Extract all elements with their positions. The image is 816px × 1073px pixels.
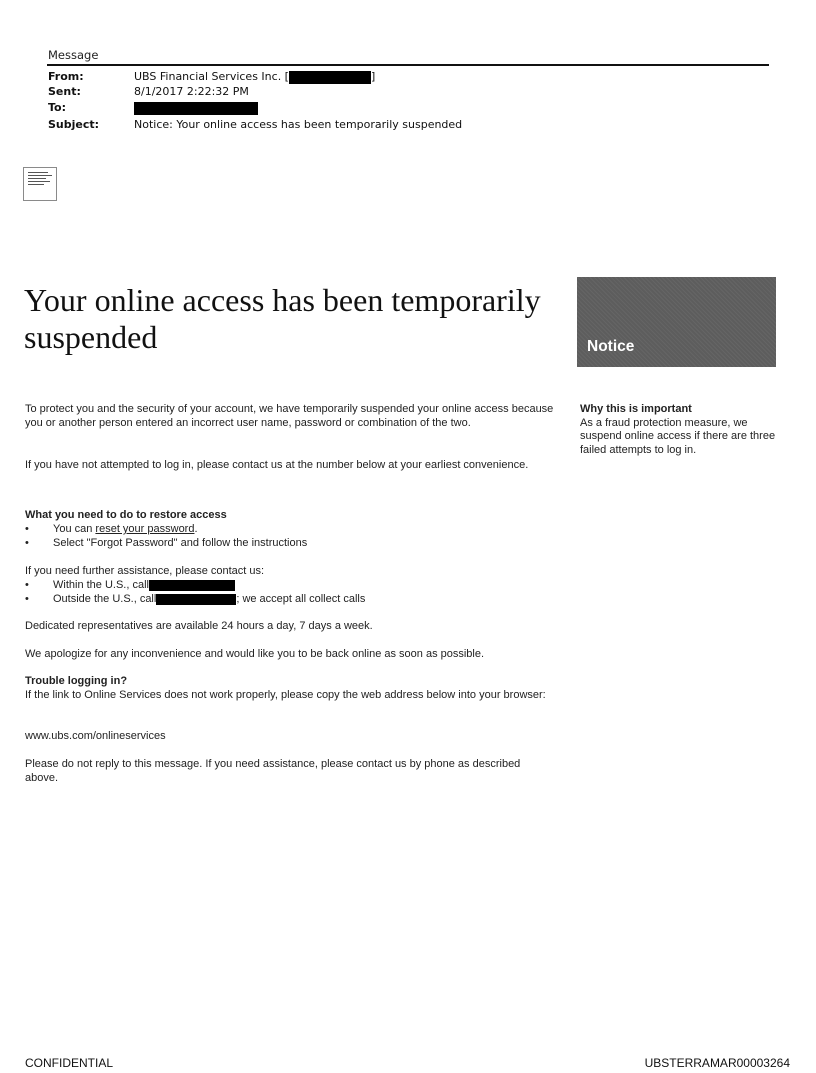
sidebar-title: Why this is important	[580, 403, 692, 415]
paragraph-noreply: Please do not reply to this message. If you need assistance, please contact us by phone as described above.	[25, 758, 521, 784]
list-item: • Outside the U.S., call ; we accept all collect calls	[25, 593, 366, 605]
paragraph-contact: If you have not attempted to log in, please contact us at the number below at your earliest convenience.	[25, 459, 529, 471]
footer-confidential: CONFIDENTIAL	[25, 1056, 114, 1070]
trouble-heading: Trouble logging in?	[25, 675, 128, 687]
restore-list	[25, 523, 545, 551]
sidebar-note	[580, 403, 780, 457]
restore-heading: What you need to do to restore access	[25, 509, 227, 521]
subject-label: Subject:	[48, 118, 100, 131]
to-label: To:	[48, 101, 66, 114]
message-label: Message	[48, 48, 99, 62]
assist-intro: If you need further assistance, please contact us:	[25, 565, 265, 577]
online-services-url[interactable]: www.ubs.com/onlineservices	[25, 730, 166, 742]
header-divider	[47, 64, 769, 66]
paragraph-apology: We apologize for any inconvenience and would like you to be back online as soon as possible.	[25, 648, 485, 660]
redaction-block	[134, 102, 258, 115]
redaction-block	[149, 580, 235, 591]
to-value	[134, 100, 258, 115]
from-label: From:	[48, 70, 84, 83]
page-title: Your online access has been temporarily suspended	[24, 282, 541, 355]
notice-label: Notice	[587, 338, 635, 355]
subject-value: Notice: Your online access has been temporarily suspended	[134, 118, 463, 131]
paragraph-representatives: Dedicated representatives are available 24 hours a day, 7 days a week.	[25, 620, 373, 632]
sent-value: 8/1/2017 2:22:32 PM	[134, 85, 249, 98]
trouble-text: If the link to Online Services does not work properly, please copy the web address below into your browser:	[25, 689, 546, 701]
sidebar-text: As a fraud protection measure, we suspend online access if there are three failed attempts to log in.	[580, 416, 776, 456]
footer-bates-number: UBSTERRAMAR00003264	[644, 1056, 790, 1070]
from-value	[134, 69, 375, 84]
redaction-block	[156, 594, 236, 605]
from-sender: UBS Financial Services Inc. [	[134, 70, 289, 83]
list-item: • Select "Forgot Password" and follow the instructions	[25, 537, 308, 549]
redaction-block	[289, 71, 371, 84]
reset-password-link[interactable]: reset your password	[95, 523, 195, 535]
list-item: • You can reset your password.	[25, 523, 198, 535]
list-item: • Within the U.S., call	[25, 579, 545, 593]
from-suffix: ]	[370, 70, 376, 83]
image-thumbnail	[23, 167, 57, 201]
sent-label: Sent:	[48, 85, 81, 98]
notice-banner	[577, 277, 776, 367]
paragraph-intro: To protect you and the security of your account, we have temporarily suspended your online access because you or another person entered an incorrect user name, password or combination of the two.	[25, 403, 554, 429]
contact-list	[25, 579, 545, 607]
